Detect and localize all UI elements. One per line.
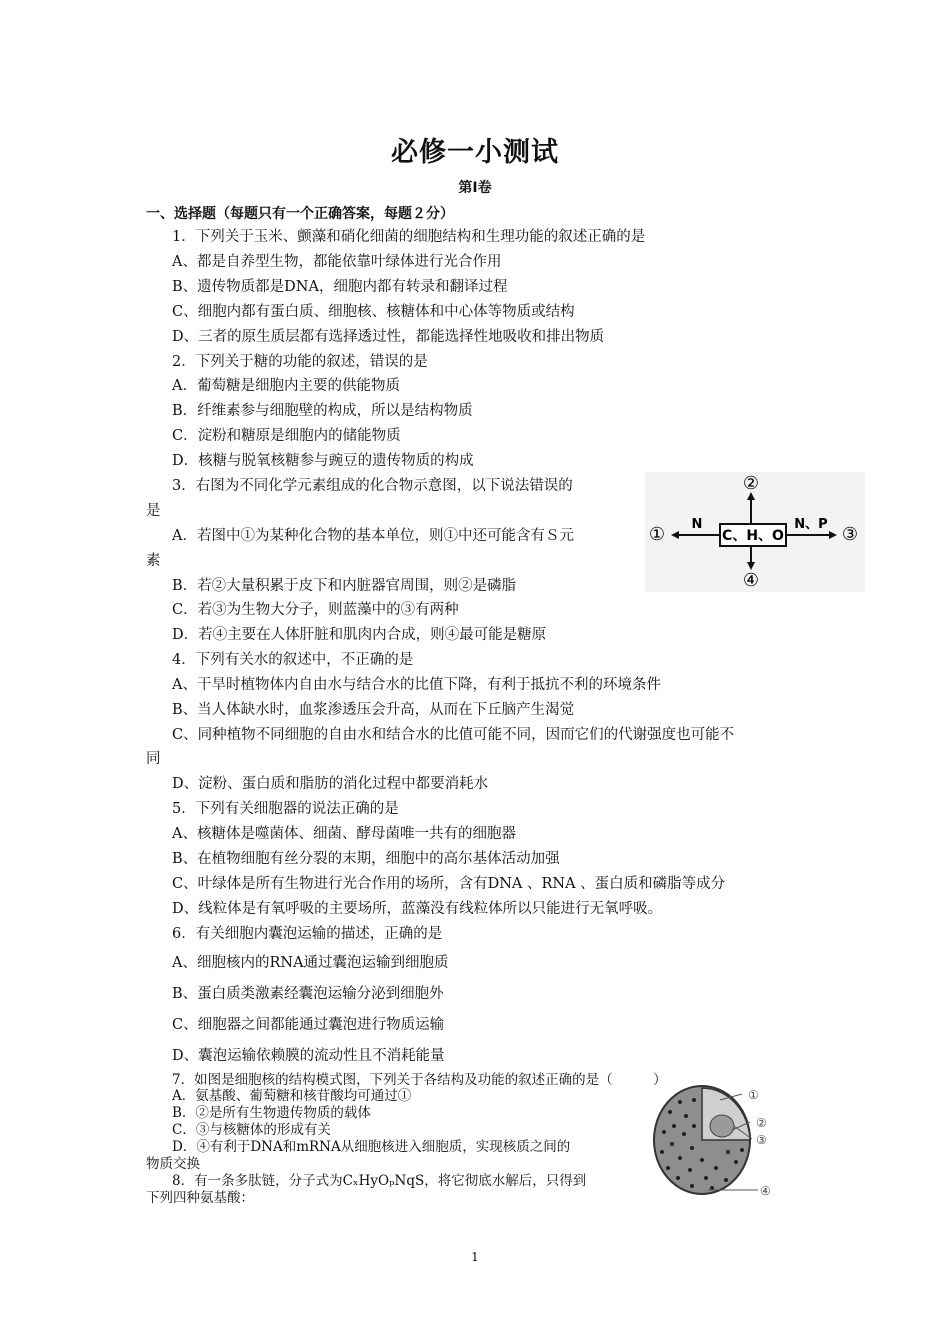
option-2c: C．淀粉和糖原是细胞内的储能物质 bbox=[172, 428, 401, 444]
option-7c: C．③与核糖体的形成有关 bbox=[172, 1122, 331, 1138]
option-7b: B．②是所有生物遗传物质的载体 bbox=[172, 1105, 371, 1121]
center-label: C、H、O bbox=[722, 528, 784, 544]
marker-4: ④ bbox=[742, 570, 760, 591]
page-number: 1 bbox=[471, 1250, 479, 1264]
cell-nucleus-diagram bbox=[650, 1082, 780, 1202]
question-5-stem: 5．下列有关细胞器的说法正确的是 bbox=[172, 801, 399, 817]
question-3-stem: 3．右图为不同化学元素组成的化合物示意图，以下说法错误的 bbox=[172, 478, 573, 494]
option-5b: B、在植物细胞有丝分裂的末期，细胞中的高尔基体活动加强 bbox=[172, 851, 560, 867]
option-2a: A．葡萄糖是细胞内主要的供能物质 bbox=[172, 378, 400, 394]
option-6c: C、细胞器之间都能通过囊泡进行物质运输 bbox=[172, 1017, 445, 1033]
label-3: ③ bbox=[756, 1133, 767, 1147]
option-1a: A、都是自养型生物，都能依靠叶绿体进行光合作用 bbox=[172, 254, 502, 270]
question-4-stem: 4．下列有关水的叙述中，不正确的是 bbox=[172, 652, 414, 668]
option-3a: A．若图中①为某种化合物的基本单位，则①中还可能含有Ｓ元 bbox=[172, 528, 574, 544]
option-7d: D．④有利于DNA和mRNA从细胞核进入细胞质，实现核质之间的 bbox=[172, 1139, 571, 1155]
option-3c: C．若③为生物大分子，则蓝藻中的③有两种 bbox=[172, 602, 459, 618]
question-3-stem-cont: 是 bbox=[146, 503, 161, 519]
question-8-stem-cont: 下列四种氨基酸： bbox=[146, 1190, 254, 1206]
page-title: 必修一小测试 bbox=[391, 137, 559, 168]
left-arrow-label: N bbox=[691, 517, 703, 532]
question-2-stem: 2．下列关于糖的功能的叙述，错误的是 bbox=[172, 354, 428, 370]
option-3b: B．若②大量积累于皮下和内脏器官周围，则②是磷脂 bbox=[172, 578, 517, 594]
marker-2: ② bbox=[742, 473, 760, 494]
option-6d: D、囊泡运输依赖膜的流动性且不消耗能量 bbox=[172, 1048, 445, 1064]
option-1b: B、遗传物质都是DNA，细胞内都有转录和翻译过程 bbox=[172, 279, 508, 295]
option-4a: A、干旱时植物体内自由水与结合水的比值下降，有利于抵抗不利的环境条件 bbox=[172, 677, 661, 693]
option-5d: D、线粒体是有氧呼吸的主要场所，蓝藻没有线粒体所以只能进行无氧呼吸。 bbox=[172, 901, 663, 917]
option-7d-cont: 物质交换 bbox=[146, 1156, 200, 1172]
right-arrow-label: N、P bbox=[794, 517, 828, 532]
marker-1: ① bbox=[648, 524, 666, 545]
option-2d: D．核糖与脱氧核糖参与豌豆的遗传物质的构成 bbox=[172, 453, 474, 469]
option-3d: D．若④主要在人体肝脏和肌肉内合成，则④最可能是糖原 bbox=[172, 627, 547, 643]
label-1: ① bbox=[748, 1088, 759, 1102]
label-4: ④ bbox=[760, 1184, 771, 1198]
nucleolus bbox=[710, 1115, 734, 1137]
question-8-stem: 8．有一条多肽链，分子式为CₓHyOₚNqS，将它彻底水解后，只得到 bbox=[172, 1173, 587, 1189]
compound-element-diagram bbox=[645, 472, 865, 592]
option-5c: C、叶绿体是所有生物进行光合作用的场所，含有DNA 、RNA 、蛋白质和磷脂等成分 bbox=[172, 876, 726, 892]
option-2b: B．纤维素参与细胞壁的构成，所以是结构物质 bbox=[172, 403, 473, 419]
option-1c: C、细胞内都有蛋白质、细胞核、核糖体和中心体等物质或结构 bbox=[172, 304, 575, 320]
option-6a: A、细胞核内的RNA通过囊泡运输到细胞质 bbox=[172, 955, 449, 971]
option-1d: D、三者的原生质层都有选择透过性，都能选择性地吸收和排出物质 bbox=[172, 329, 605, 345]
option-5a: A、核糖体是噬菌体、细菌、酵母菌唯一共有的细胞器 bbox=[172, 826, 516, 842]
option-6b: B、蛋白质类激素经囊泡运输分泌到细胞外 bbox=[172, 986, 444, 1002]
volume-heading: 第I卷 bbox=[458, 180, 492, 196]
option-7a: A．氨基酸、葡萄糖和核苷酸均可通过① bbox=[172, 1088, 412, 1104]
option-4b: B、当人体缺水时，血浆渗透压会升高，从而在下丘脑产生渴觉 bbox=[172, 702, 575, 718]
section-heading: 一、选择题（每题只有一个正确答案，每题２分） bbox=[146, 206, 454, 222]
option-4d: D、淀粉、蛋白质和脂肪的消化过程中都要消耗水 bbox=[172, 776, 489, 792]
question-1-stem: 1．下列关于玉米、颤藻和硝化细菌的细胞结构和生理功能的叙述正确的是 bbox=[172, 229, 646, 245]
label-2: ② bbox=[756, 1116, 767, 1130]
option-4c: C、同种植物不同细胞的自由水和结合水的比值可能不同，因而它们的代谢强度也可能不 bbox=[172, 727, 735, 743]
option-3a-cont: 素 bbox=[146, 553, 161, 569]
question-6-stem: 6．有关细胞内囊泡运输的描述，正确的是 bbox=[172, 926, 443, 942]
question-7-stem: 7．如图是细胞核的结构模式图，下列关于各结构及功能的叙述正确的是（ ） bbox=[172, 1072, 667, 1088]
marker-3: ③ bbox=[841, 524, 859, 545]
option-4c-cont: 同 bbox=[146, 751, 161, 767]
